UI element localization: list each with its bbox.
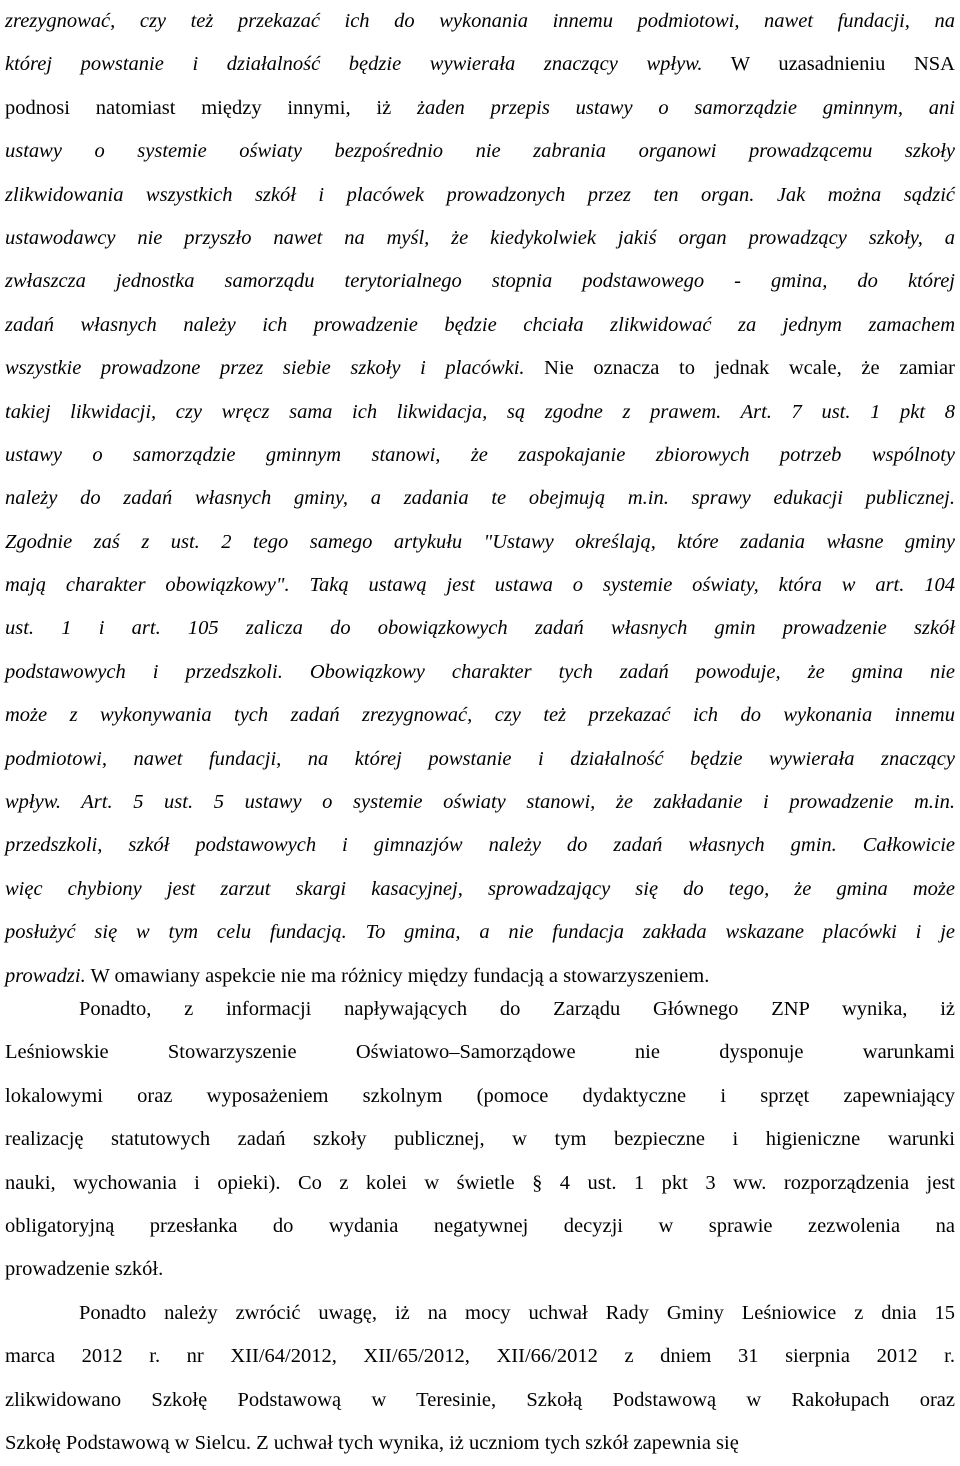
text-segment: Ponadto należy zwrócić uwagę, iż na mocy uchwał Rady Gminy Leśniowice z dnia 15: [79, 1302, 955, 1324]
text-line: [5, 521, 955, 564]
text-segment: zlikwidowano Szkołę Podstawową w Teresinie, Szkołą Podstawową w Rakołupach oraz: [5, 1388, 955, 1411]
text-segment: Szkołę Podstawową w Sielcu. Z uchwał tych wynika, iż uczniom tych szkół zapewnia się: [5, 1432, 739, 1455]
text-line: [5, 434, 955, 477]
text-segment: posłużyć się w tym celu fundacją. To gmina, a nie fundacja zakłada wskazane placówki i je: [5, 921, 955, 944]
text-line: [5, 868, 955, 911]
text-segment: wpływ. Art. 5 ust. 5 ustawy o systemie oświaty stanowi, że zakładanie i prowadzenie m.in.: [5, 791, 955, 814]
text-line: [5, 1292, 955, 1335]
text-line: [5, 1248, 955, 1291]
text-line: [5, 347, 955, 390]
text-line: [5, 1162, 955, 1205]
text-segment: takiej likwidacji, czy wręcz sama ich likwidacja, są zgodne z prawem. Art. 7 ust. 1 pkt 8: [5, 400, 955, 423]
text-segment: W uzasadnieniu NSA: [702, 53, 955, 76]
text-segment: podstawowych i przedszkoli. Obowiązkowy charakter tych zadań powoduje, że gmina nie: [5, 660, 955, 683]
text-segment: przedszkoli, szkół podstawowych i gimnazjów należy do zadań własnych gmin. Całkowicie: [5, 834, 955, 857]
text-line: [5, 651, 955, 694]
text-segment: W omawiany aspekcie nie ma różnicy między fundacją a stowarzyszeniem.: [85, 964, 710, 987]
paragraph-association-conditions: [5, 988, 955, 1292]
text-segment: Ponadto, z informacji napływających do Zarządu Głównego ZNP wynika, iż: [79, 998, 955, 1020]
text-segment: ust. 1 i art. 105 zalicza do obowiązkowych zadań własnych gmin prowadzenie szkół: [5, 617, 955, 640]
text-line: [5, 87, 955, 130]
text-segment: ustawy o systemie oświaty bezpośrednio nie zabrania organowi prowadzącemu szkoły: [5, 140, 955, 163]
text-segment: ustawodawcy nie przyszło nawet na myśl, że kiedykolwiek jakiś organ prowadzący szkoły, a: [5, 226, 955, 249]
text-line: [5, 1205, 955, 1248]
text-segment: ustawy o samorządzie gminnym stanowi, że zaspokajanie zbiorowych potrzeb wspólnoty: [5, 443, 955, 466]
text-line: [5, 1031, 955, 1074]
text-line: [5, 824, 955, 867]
text-segment: lokalowymi oraz wyposażeniem szkolnym (pomoce dydaktyczne i sprzęt zapewniający: [5, 1084, 955, 1107]
text-segment: wszystkie prowadzone przez siebie szkoły i placówki.: [5, 357, 525, 380]
text-segment: prowadzi.: [5, 964, 86, 987]
text-line: [5, 1118, 955, 1161]
text-line: [5, 1075, 955, 1118]
text-line: [5, 43, 955, 86]
text-segment: może z wykonywania tych zadań zrezygnować, czy też przekazać ich do wykonania innemu: [5, 704, 955, 727]
paragraph-council-resolutions: [5, 1292, 955, 1466]
text-segment: zwłaszcza jednostka samorządu terytorialnego stopnia podstawowego - gmina, do której: [5, 270, 955, 293]
text-segment: realizację statutowych zadań szkoły publicznej, w tym bezpieczne i higieniczne warunki: [5, 1128, 955, 1151]
text-segment: nauki, wychowania i opieki). Co z kolei w świetle § 4 ust. 1 pkt 3 ww. rozporządzenia jest: [5, 1171, 955, 1194]
text-line: [5, 477, 955, 520]
text-line: [5, 1379, 955, 1422]
text-line: [5, 781, 955, 824]
text-line: [5, 174, 955, 217]
text-line: [5, 1422, 955, 1465]
text-segment: należy do zadań własnych gminy, a zadania te obejmują m.in. sprawy edukacji publicznej.: [5, 487, 955, 510]
text-segment: zlikwidowania wszystkich szkół i placówek prowadzonych przez ten organ.: [5, 183, 755, 206]
text-line: [5, 607, 955, 650]
text-line: [5, 911, 955, 954]
text-line: [5, 738, 955, 781]
text-segment: której powstanie i działalność będzie wywierała znaczący wpływ.: [5, 53, 703, 76]
text-line: [5, 564, 955, 607]
text-line: [5, 0, 955, 43]
text-segment: zadań własnych należy ich prowadzenie będzie chciała zlikwidować za jednym zamachem: [5, 313, 955, 336]
text-line: [5, 988, 955, 1031]
text-line: [5, 391, 955, 434]
text-line: [5, 1335, 955, 1378]
text-line: [5, 260, 955, 303]
text-segment: Zgodnie zaś z ust. 2 tego samego artykułu "Ustawy określają, które zadania własne gminy: [5, 530, 955, 553]
text-line: [5, 130, 955, 173]
text-segment: marca 2012 r. nr XII/64/2012, XII/65/2012, XII/66/2012 z dniem 31 sierpnia 2012 r.: [5, 1345, 955, 1368]
text-segment: podmiotowi, nawet fundacji, na której powstanie i działalność będzie wywierała znaczący: [5, 747, 955, 770]
text-line: [5, 217, 955, 260]
text-segment: Nie oznacza to jednak wcale, że zamiar: [524, 357, 955, 380]
text-segment: obligatoryjną przesłanka do wydania negatywnej decyzji w sprawie zezwolenia na: [5, 1214, 955, 1237]
text-segment: prowadzenie szkół.: [5, 1258, 164, 1281]
text-line: [5, 304, 955, 347]
text-segment: Jak można sądzić: [754, 183, 955, 206]
paragraph-nsa-ruling: [5, 0, 955, 998]
text-segment: zrezygnować, czy też przekazać ich do wykonania innemu podmiotowi, nawet fundacji, na: [5, 10, 955, 32]
text-segment: żaden przepis ustawy o samorządzie gminnym, ani: [416, 96, 955, 119]
text-segment: Leśniowskie Stowarzyszenie Oświatowo–Samorządowe nie dysponuje warunkami: [5, 1041, 955, 1064]
text-segment: mają charakter obowiązkowy". Taką ustawą jest ustawa o systemie oświaty, która w art. 104: [5, 574, 955, 597]
text-line: [5, 694, 955, 737]
text-segment: podnosi natomiast między innymi, iż: [5, 96, 417, 119]
text-segment: więc chybiony jest zarzut skargi kasacyjnej, sprowadzający się do tego, że gmina może: [5, 877, 955, 900]
